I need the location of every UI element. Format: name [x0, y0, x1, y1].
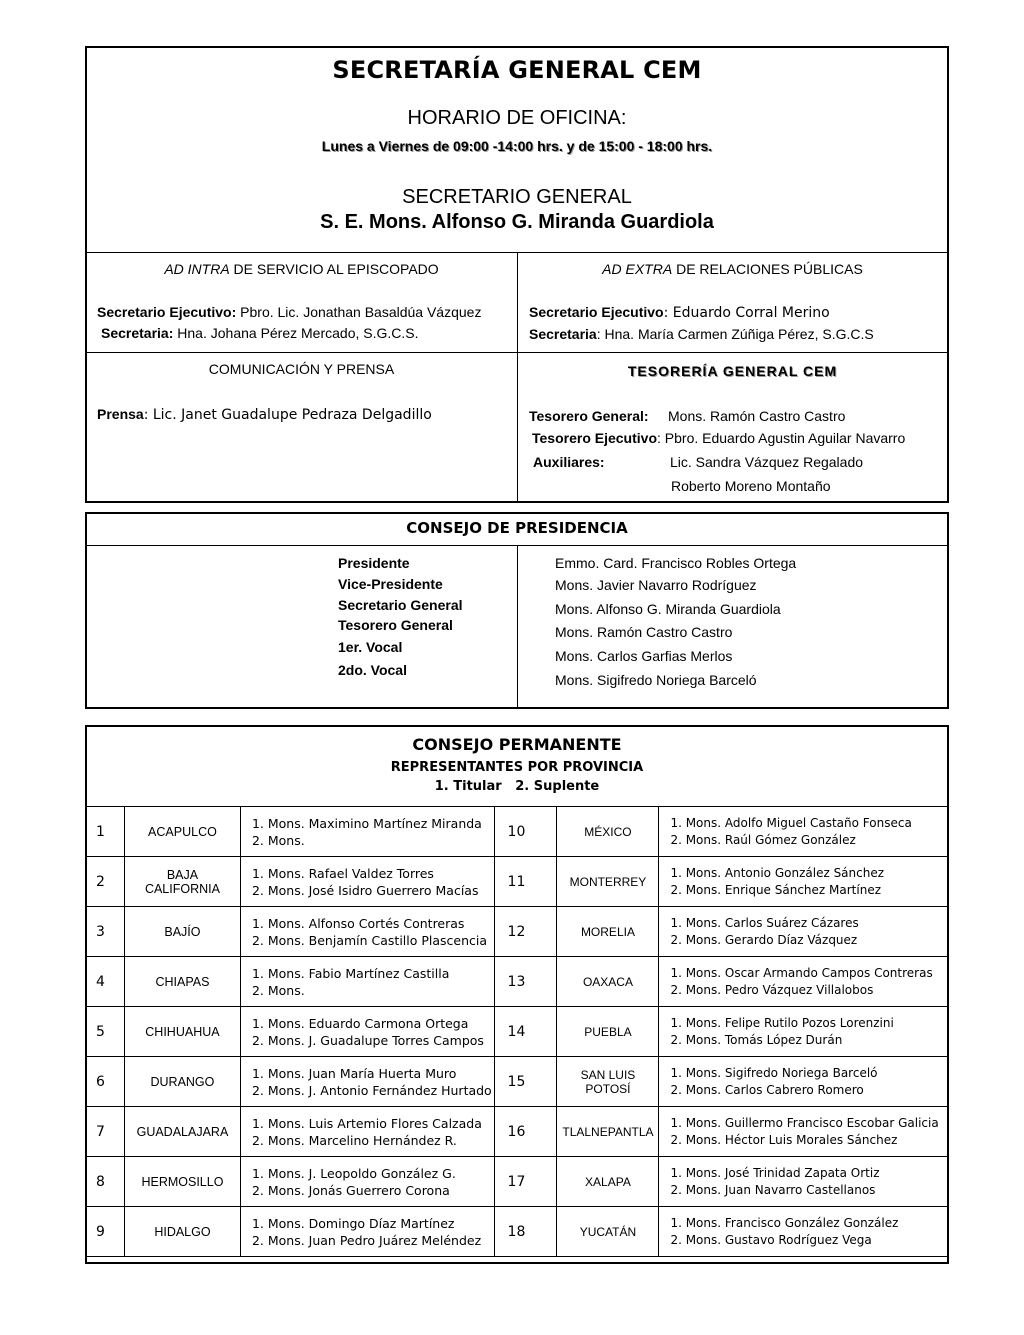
- horario-label: HORARIO DE OFICINA:: [407, 107, 627, 129]
- consejo-permanente-legend: 1. Titular 2. Suplente: [434, 779, 600, 794]
- province-members: [240, 1207, 494, 1257]
- name-3: Mons. Ramón Castro Castro: [555, 624, 733, 640]
- name-1: Mons. Javier Navarro Rodríguez: [555, 577, 757, 593]
- titular: 1. Mons. Maximino Martínez Miranda: [251, 815, 482, 831]
- consejo-permanente-subtitle: REPRESENTANTES POR PROVINCIA: [390, 760, 644, 775]
- suplente: 2. Mons. Gerardo Díaz Vázquez: [670, 932, 858, 947]
- tesoreria-label-2: Auxiliares:: [533, 454, 605, 470]
- ad-extra-line2: Secretaria: Hna. María Carmen Zúñiga Pérez, S.G.C.S: [529, 326, 874, 342]
- province-number: 1: [86, 807, 125, 857]
- province-number: 8: [86, 1157, 125, 1207]
- province-members: [659, 807, 949, 857]
- name-0: Emmo. Card. Francisco Robles Ortega: [555, 555, 797, 571]
- province-name: XALAPA: [557, 1157, 659, 1207]
- name-2: Mons. Alfonso G. Miranda Guardiola: [555, 601, 781, 617]
- province-name: CHIHUAHUA: [124, 1007, 240, 1057]
- titular: 1. Mons. Antonio González Sánchez: [670, 865, 885, 880]
- ad-extra-title: AD EXTRA DE RELACIONES PÚBLICAS: [602, 261, 863, 277]
- table-row: [86, 1107, 949, 1157]
- consejo-permanente-title: CONSEJO PERMANENTE: [412, 735, 622, 754]
- province-name: ACAPULCO: [124, 807, 240, 857]
- consejo-presidencia-title: CONSEJO DE PRESIDENCIA: [406, 519, 628, 537]
- province-members: [240, 1007, 494, 1057]
- province-members: [659, 1057, 949, 1107]
- province-number: 12: [494, 907, 557, 957]
- province-number: 2: [86, 857, 125, 907]
- province-members: [240, 1107, 494, 1157]
- role-0: Presidente: [338, 555, 410, 571]
- province-members: [240, 957, 494, 1007]
- suplente: 2. Mons. Marcelino Hernández R.: [251, 1132, 457, 1148]
- table-row: [86, 1007, 949, 1057]
- titular: 1. Mons. Felipe Rutilo Pozos Lorenzini: [670, 1015, 894, 1030]
- province-name: YUCATÁN: [557, 1207, 659, 1257]
- suplente: 2. Mons. Gustavo Rodríguez Vega: [670, 1232, 872, 1247]
- titular: 1. Mons. Fabio Martínez Castilla: [251, 965, 450, 981]
- role-2: Secretario General: [338, 597, 463, 613]
- suplente: 2. Mons. Raúl Gómez González: [670, 832, 856, 847]
- ad-extra-line1: Secretario Ejecutivo: Eduardo Corral Merino: [529, 304, 830, 321]
- tesoreria-label-1: Tesorero Ejecutivo: [532, 430, 658, 446]
- province-name: BAJA CALIFORNIA: [124, 857, 240, 907]
- province-members: [659, 907, 949, 957]
- titular: 1. Mons. Adolfo Miguel Castaño Fonseca: [670, 815, 912, 830]
- horario-text: Lunes a Viernes de 09:00 -14:00 hrs. y de 15:00 - 18:00 hrs.: [321, 138, 713, 154]
- tesoreria-title: TESORERÍA GENERAL CEM: [627, 363, 838, 379]
- province-members: [659, 1007, 949, 1057]
- secretario-name: S. E. Mons. Alfonso G. Miranda Guardiola: [320, 211, 714, 233]
- province-number: 4: [86, 957, 125, 1007]
- province-name: MONTERREY: [557, 857, 659, 907]
- province-number: 5: [86, 1007, 125, 1057]
- role-5: 2do. Vocal: [338, 662, 407, 678]
- suplente: 2. Mons.: [251, 982, 305, 998]
- province-members: [240, 1157, 494, 1207]
- suplente: 2. Mons. Jonás Guerrero Corona: [251, 1182, 450, 1198]
- suplente: 2. Mons. José Isidro Guerrero Macías: [251, 882, 479, 898]
- province-name: OAXACA: [557, 957, 659, 1007]
- titular: 1. Mons. Luis Artemio Flores Calzada: [251, 1115, 482, 1131]
- suplente: 2. Mons. Héctor Luis Morales Sánchez: [670, 1132, 898, 1147]
- role-4: 1er. Vocal: [338, 639, 403, 655]
- province-members: [659, 957, 949, 1007]
- province-members: [240, 857, 494, 907]
- secretario-label: SECRETARIO GENERAL: [402, 186, 632, 208]
- name-4: Mons. Carlos Garfias Merlos: [555, 648, 733, 664]
- province-number: 6: [86, 1057, 125, 1107]
- provincias-table: [85, 806, 949, 1257]
- ad-intra-title: AD INTRA DE SERVICIO AL EPISCOPADO: [164, 261, 439, 277]
- suplente: 2. Mons. Juan Navarro Castellanos: [670, 1182, 876, 1197]
- ad-intra-line1: Secretario Ejecutivo: Pbro. Lic. Jonathan Basaldúa Vázquez: [97, 304, 482, 320]
- tesoreria-value-3: Roberto Moreno Montaño: [671, 478, 831, 494]
- province-number: 9: [86, 1207, 125, 1257]
- titular: 1. Mons. Rafael Valdez Torres: [251, 865, 434, 881]
- titular: 1. Mons. Alfonso Cortés Contreras: [251, 915, 465, 931]
- titular: 1. Mons. Carlos Suárez Cázares: [670, 915, 859, 930]
- province-number: 13: [494, 957, 557, 1007]
- province-number: 18: [494, 1207, 557, 1257]
- tesoreria-value-2: Lic. Sandra Vázquez Regalado: [670, 454, 864, 470]
- province-number: 17: [494, 1157, 557, 1207]
- titular: 1. Mons. Eduardo Carmona Ortega: [251, 1015, 469, 1031]
- province-name: MÉXICO: [557, 807, 659, 857]
- name-5: Mons. Sigifredo Noriega Barceló: [555, 672, 757, 688]
- province-number: 10: [494, 807, 557, 857]
- province-name: BAJÍO: [124, 907, 240, 957]
- suplente: 2. Mons. Benjamín Castillo Plascencia: [251, 932, 488, 948]
- province-name: PUEBLA: [557, 1007, 659, 1057]
- tesoreria-label-0: Tesorero General:: [529, 408, 649, 424]
- province-name: CHIAPAS: [124, 957, 240, 1007]
- suplente: 2. Mons. Pedro Vázquez Villalobos: [670, 982, 874, 997]
- province-members: [240, 1057, 494, 1107]
- province-name: SAN LUIS POTOSÍ: [557, 1057, 659, 1107]
- province-members: [240, 807, 494, 857]
- province-members: [659, 1107, 949, 1157]
- table-row: [86, 907, 949, 957]
- table-row: [86, 857, 949, 907]
- titular: 1. Mons. J. Leopoldo González G.: [251, 1165, 456, 1181]
- titular: 1. Mons. Oscar Armando Campos Contreras: [670, 965, 933, 980]
- suplente: 2. Mons. Carlos Cabrero Romero: [670, 1082, 864, 1097]
- table-row: [86, 1207, 949, 1257]
- table-row: [86, 807, 949, 857]
- province-number: 7: [86, 1107, 125, 1157]
- comunicacion-title: COMUNICACIÓN Y PRENSA: [208, 361, 395, 377]
- role-3: Tesorero General: [338, 617, 453, 633]
- province-name: HERMOSILLO: [124, 1157, 240, 1207]
- titular: 1. Mons. Sigifredo Noriega Barceló: [670, 1065, 878, 1080]
- province-members: [659, 1157, 949, 1207]
- table-row: [86, 1157, 949, 1207]
- titular: 1. Mons. Domingo Díaz Martínez: [251, 1215, 455, 1231]
- province-number: 15: [494, 1057, 557, 1107]
- province-members: [659, 1207, 949, 1257]
- suplente: 2. Mons. Tomás López Durán: [670, 1032, 843, 1047]
- suplente: 2. Mons. J. Guadalupe Torres Campos: [251, 1032, 484, 1048]
- table-row: [86, 957, 949, 1007]
- tesoreria-value-0: Mons. Ramón Castro Castro: [668, 408, 846, 424]
- province-name: DURANGO: [124, 1057, 240, 1107]
- role-1: Vice-Presidente: [338, 576, 443, 592]
- province-number: 14: [494, 1007, 557, 1057]
- suplente: 2. Mons. Enrique Sánchez Martínez: [670, 882, 881, 897]
- suplente: 2. Mons. J. Antonio Fernández Hurtado: [251, 1082, 492, 1098]
- prensa-line: Prensa: Lic. Janet Guadalupe Pedraza Delgadillo: [97, 406, 432, 423]
- titular: 1. Mons. Guillermo Francisco Escobar Galicia: [670, 1115, 939, 1130]
- table-row: [86, 1057, 949, 1107]
- province-number: 16: [494, 1107, 557, 1157]
- province-name: GUADALAJARA: [124, 1107, 240, 1157]
- titular: 1. Mons. Francisco González González: [670, 1215, 899, 1230]
- province-number: 3: [86, 907, 125, 957]
- suplente: 2. Mons.: [251, 832, 305, 848]
- ad-intra-line2: Secretaria: Hna. Johana Pérez Mercado, S.G.C.S.: [101, 325, 419, 341]
- titular: 1. Mons. José Trinidad Zapata Ortiz: [670, 1165, 880, 1180]
- titular: 1. Mons. Juan María Huerta Muro: [251, 1065, 457, 1081]
- province-members: [240, 907, 494, 957]
- tesoreria-value-1: : Pbro. Eduardo Agustin Aguilar Navarro: [657, 430, 906, 446]
- province-name: MORELIA: [557, 907, 659, 957]
- province-name: HIDALGO: [124, 1207, 240, 1257]
- suplente: 2. Mons. Juan Pedro Juárez Meléndez: [251, 1232, 482, 1248]
- province-members: [659, 857, 949, 907]
- province-number: 11: [494, 857, 557, 907]
- province-name: TLALNEPANTLA: [557, 1107, 659, 1157]
- page-title: SECRETARÍA GENERAL CEM: [332, 56, 702, 84]
